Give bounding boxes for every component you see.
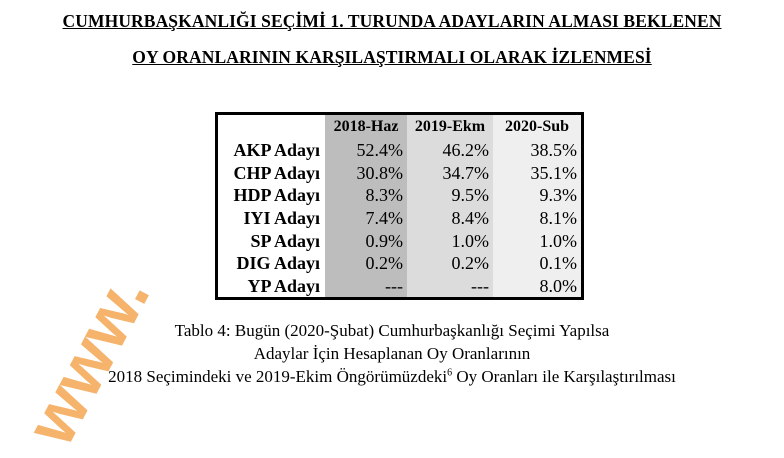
footnote-marker: 6 — [447, 367, 453, 379]
table-cell: 38.5% — [493, 139, 583, 162]
table-cell: 9.3% — [493, 184, 583, 207]
table-cell: 7.4% — [325, 207, 407, 230]
title-line-1: CUMHURBAŞKANLIĞI SEÇİMİ 1. TURUNDA ADAYLARIN ALMASI BEKLENEN — [62, 11, 722, 31]
row-label: DIG Adayı — [236, 253, 320, 274]
table-cell: 46.2% — [407, 139, 493, 162]
row-label: HDP Adayı — [233, 185, 320, 206]
table-cell: 9.5% — [407, 184, 493, 207]
table-cell: 0.1% — [493, 252, 583, 275]
caption-line-3 — [0, 367, 784, 387]
table-cell: 8.1% — [493, 207, 583, 230]
row-label: SP Adayı — [250, 230, 320, 251]
table-cell: 1.0% — [493, 229, 583, 252]
table-row — [217, 207, 583, 230]
corner-cell — [217, 114, 326, 140]
table-cell: 0.2% — [325, 252, 407, 275]
watermark: www. — [10, 261, 165, 458]
column-header: 2020-Sub — [493, 114, 583, 140]
table-row — [217, 229, 583, 252]
table-row — [217, 139, 583, 162]
table-cell: 35.1% — [493, 162, 583, 185]
caption-line-1: Tablo 4: Bugün (2020-Şubat) Cumhurbaşkanlığı Seçimi Yapılsa — [174, 321, 610, 340]
title-line-2: OY ORANLARININ KARŞILAŞTIRMALI OLARAK İZLENMESİ — [132, 47, 652, 67]
table-cell: 1.0% — [407, 229, 493, 252]
table-cell: 30.8% — [325, 162, 407, 185]
caption-line-3-start: 2018 Seçimindeki ve 2019-Ekim Öngörümüzdeki — [108, 367, 448, 386]
table-row — [217, 184, 583, 207]
column-header: 2018-Haz — [325, 114, 407, 140]
caption-line-3-end: Oy Oranları ile Karşılaştırılması — [452, 367, 676, 386]
vote-share-table — [215, 112, 584, 300]
column-header: 2019-Ekm — [407, 114, 493, 140]
row-label: IYI Adayı — [243, 208, 320, 229]
row-label: CHP Adayı — [233, 162, 320, 183]
caption-line-2: Adaylar İçin Hesaplanan Oy Oranlarının — [253, 344, 531, 363]
table-cell: --- — [407, 275, 493, 299]
table-row — [217, 252, 583, 275]
header-row — [217, 114, 583, 140]
table-cell: 8.0% — [493, 275, 583, 299]
table-cell: 8.4% — [407, 207, 493, 230]
table-cell: 34.7% — [407, 162, 493, 185]
table-cell: 0.2% — [407, 252, 493, 275]
table-cell: 8.3% — [325, 184, 407, 207]
table-row — [217, 275, 583, 299]
table-cell: 52.4% — [325, 139, 407, 162]
table-cell: 0.9% — [325, 229, 407, 252]
table-cell: --- — [325, 275, 407, 299]
row-label: AKP Adayı — [233, 140, 320, 161]
row-label: YP Adayı — [247, 275, 320, 296]
table-row — [217, 162, 583, 185]
